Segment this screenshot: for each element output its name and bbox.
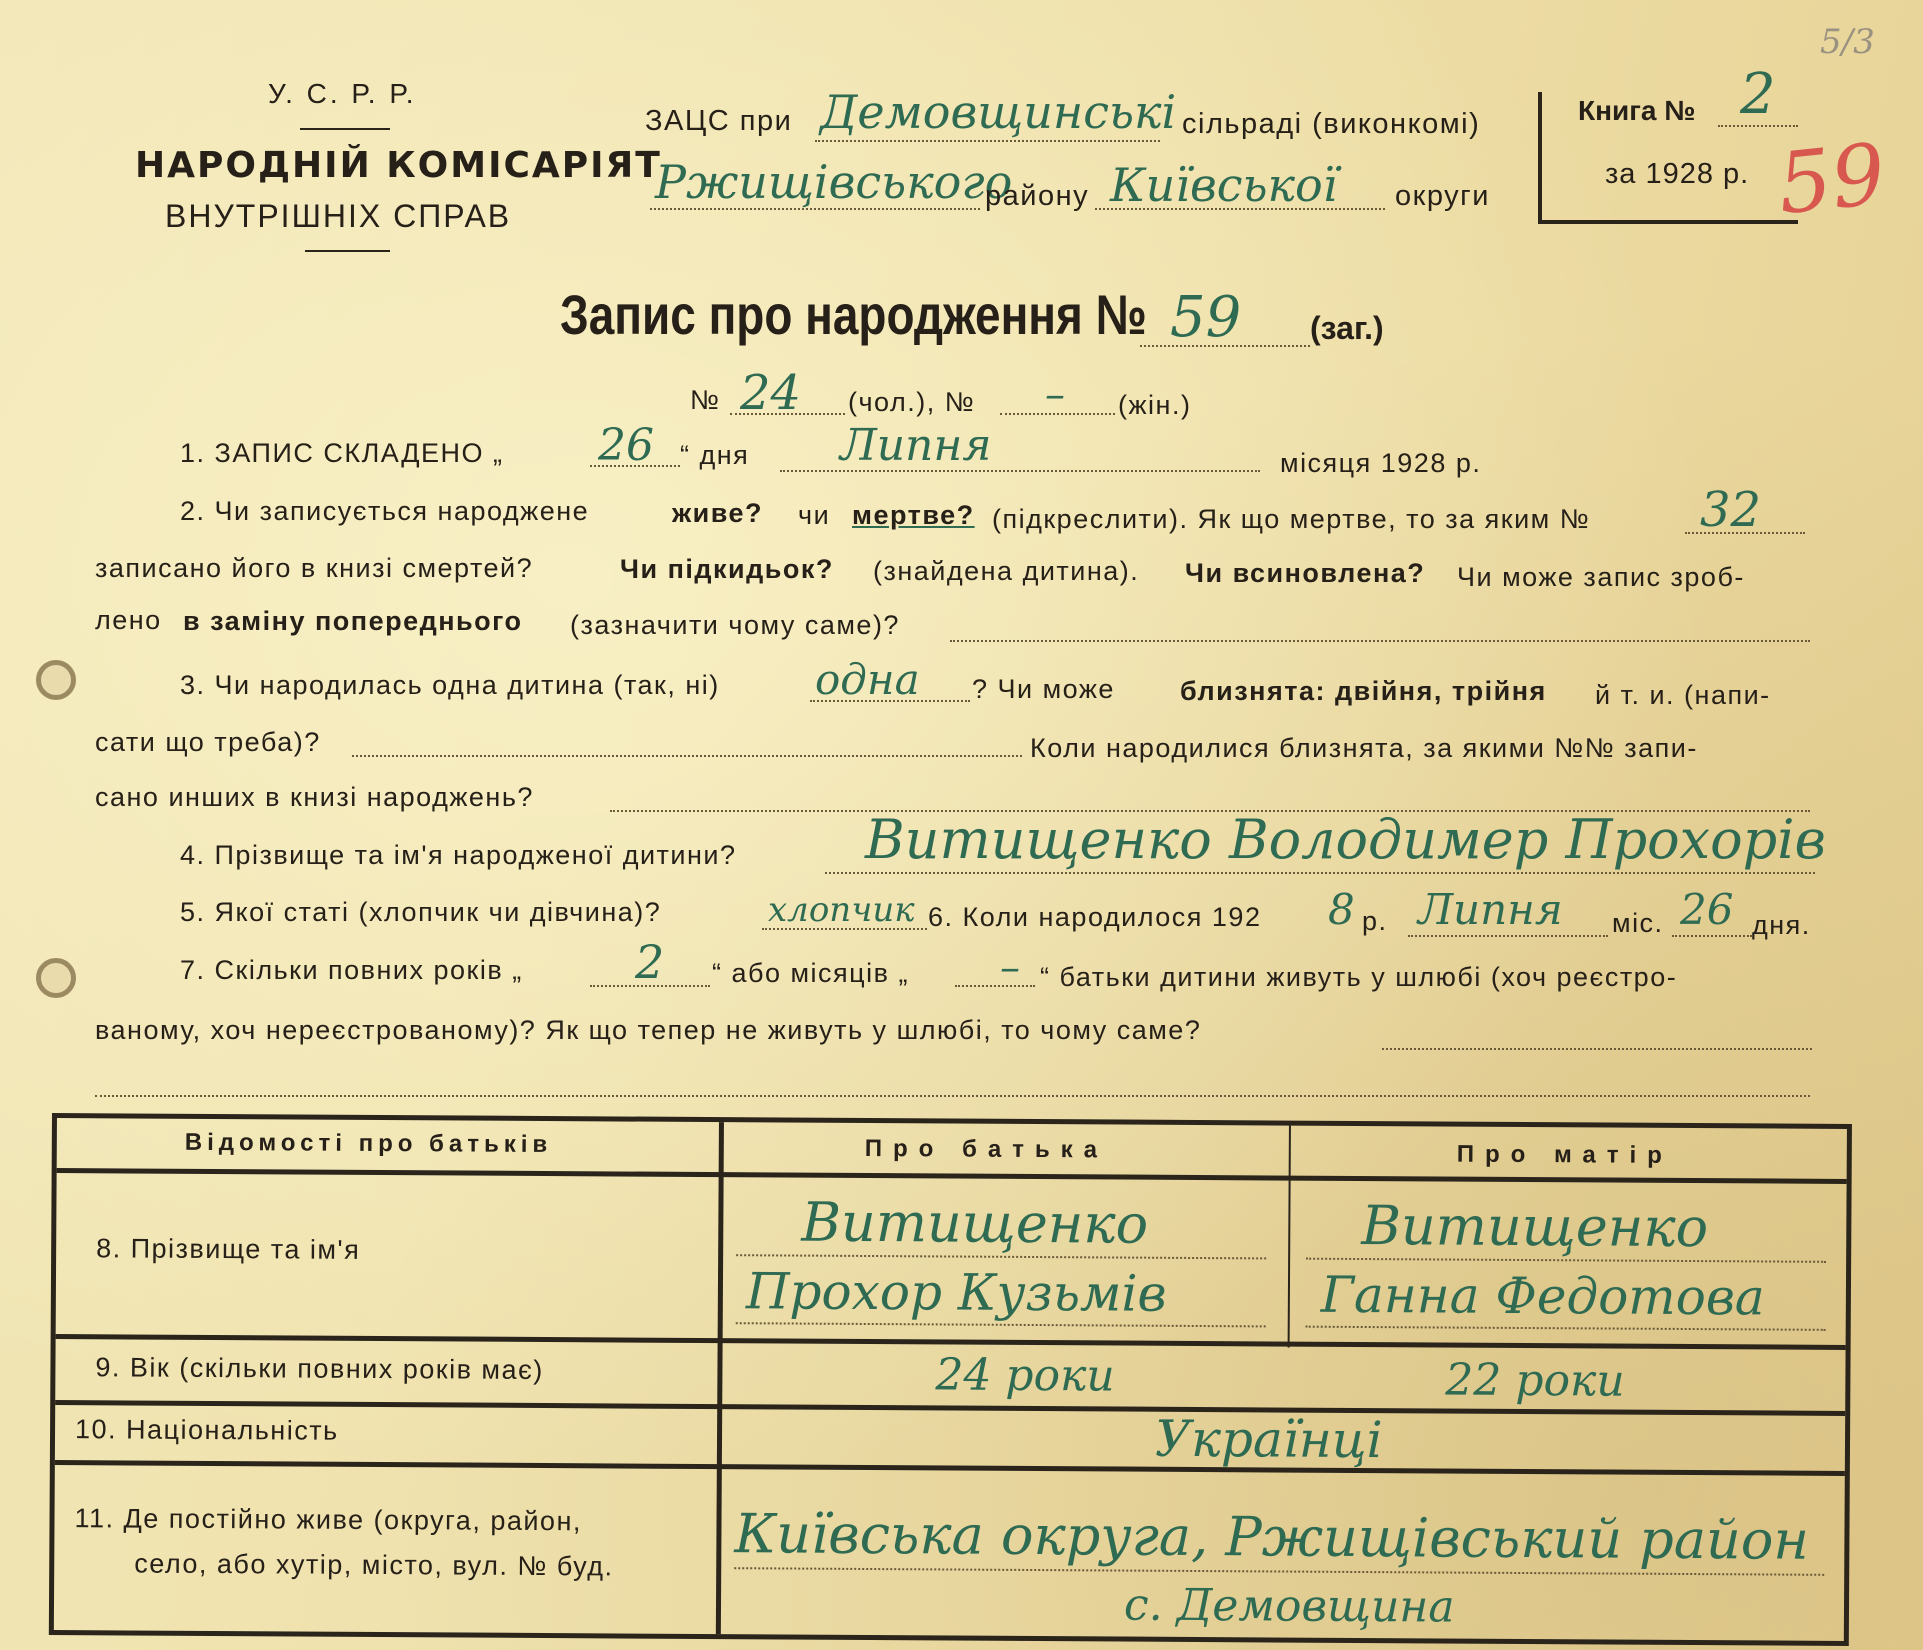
- corner-pencil-note: 5/3: [1820, 22, 1875, 62]
- q4-label: 4. Прізвище та ім'я народженої дитини?: [180, 840, 737, 870]
- table-divider: [716, 1122, 724, 1634]
- q6-label: 6. Коли народилося 192: [928, 902, 1262, 932]
- q2-alive: живе?: [672, 498, 763, 528]
- row-age-label: 9. Вік (скільки повних років має): [95, 1352, 544, 1386]
- q2-replace: в заміну попереднього: [183, 606, 523, 636]
- male-number-suffix: (чол.), №: [848, 387, 976, 417]
- header-divider: [305, 250, 390, 252]
- father-given-name-handwritten: Прохор Кузьмів: [745, 1262, 1167, 1323]
- punch-hole: [36, 958, 76, 998]
- mother-given-name-handwritten: Ганна Федотова: [1320, 1265, 1765, 1327]
- female-number-suffix: (жін.): [1118, 390, 1192, 420]
- archive-number-red: 59: [1773, 124, 1890, 234]
- q2-line1-b: (підкреслити). Як що мертве, то за яким №: [992, 504, 1591, 534]
- q6-day-handwritten: 26: [1680, 885, 1734, 934]
- q6-month-suffix: міс.: [1612, 908, 1664, 938]
- village-handwritten: Демовщинські: [820, 85, 1177, 139]
- q3-line1-c: й т. и. (напи-: [1595, 680, 1771, 710]
- book-box-left: [1538, 92, 1542, 222]
- row-address-label-1: 11. Де постійно живе (округа, район,: [74, 1503, 583, 1537]
- q3-answer-handwritten: одна: [815, 655, 920, 704]
- mother-name-line: [1306, 1258, 1826, 1263]
- q4-answer-line: [825, 872, 1815, 874]
- district-handwritten: Ржищівського: [655, 155, 1013, 209]
- q7-months-line-b: [955, 985, 1035, 987]
- village-suffix: сільраді (виконкомі): [1182, 108, 1481, 140]
- header-father: Про батька: [864, 1134, 1109, 1164]
- okrug-handwritten: Київської: [1110, 158, 1338, 212]
- parents-table: [49, 1113, 1852, 1646]
- father-age-handwritten: 24 роки: [935, 1349, 1115, 1402]
- q1-month-suffix: місяця 1928 р.: [1280, 448, 1482, 478]
- department-label: ВНУТРІШНІХ СПРАВ: [165, 198, 512, 234]
- q3-twins: близнята: двійня, трійня: [1180, 676, 1547, 706]
- q7-months-handwritten: –: [1000, 945, 1020, 991]
- male-number-prefix: №: [690, 385, 721, 415]
- male-number-handwritten: 24: [740, 365, 802, 421]
- q2-line2-b: (знайдена дитина).: [873, 556, 1140, 586]
- punch-hole: [36, 660, 76, 700]
- q1-day-suffix: “ дня: [680, 440, 750, 470]
- commissariat-label: НАРОДНІЙ КОМІСАРІЯТ: [135, 145, 662, 186]
- district-suffix: району: [985, 180, 1090, 212]
- address-handwritten: Київська округа, Ржищівський район: [734, 1502, 1810, 1572]
- q5-answer-handwritten: хлопчик: [768, 890, 915, 930]
- book-number-handwritten: 2: [1740, 62, 1776, 127]
- q7-label-c: “ батьки дитини живуть у шлюбі (хоч реєстро-: [1040, 962, 1678, 992]
- header-parents-info: Відомості про батьків: [184, 1128, 553, 1159]
- row-nationality-label: 10. Національність: [74, 1414, 339, 1446]
- q2-line2-c: Чи може запис зроб-: [1457, 562, 1745, 592]
- q4-answer-handwritten: Витищенко Володимер Прохорів: [865, 808, 1826, 871]
- record-number-handwritten: 59: [1170, 285, 1242, 350]
- father-name-line-2: [736, 1322, 1266, 1327]
- nationality-handwritten: Українці: [1154, 1409, 1383, 1470]
- record-total-suffix: (заг.): [1310, 310, 1384, 346]
- republic-label: У. С. Р. Р.: [268, 78, 417, 109]
- q3-line1-a: 3. Чи народилась одна дитина (так, ні): [180, 670, 720, 700]
- q6-year-digit-handwritten: 8: [1328, 885, 1355, 934]
- father-name-line: [736, 1254, 1266, 1259]
- book-box-bottom: [1538, 220, 1798, 224]
- table-divider: [57, 1168, 1847, 1184]
- q2-death-number-handwritten: 32: [1700, 482, 1762, 538]
- q3-line2-b: Коли народилися близнята, за якими №№ запи-: [1030, 733, 1698, 763]
- q2-adopted: Чи всиновлена?: [1185, 558, 1426, 588]
- q6-year-suffix: р.: [1362, 906, 1388, 936]
- q1-day-handwritten: 26: [598, 420, 654, 471]
- q2-or: чи: [798, 500, 831, 530]
- q2-reason-line: [950, 640, 1810, 642]
- q2-foundling: Чи підкидьок?: [620, 554, 834, 584]
- mother-age-handwritten: 22 роки: [1445, 1354, 1625, 1407]
- row-address-label-2: село, або хутір, місто, вул. № буд.: [134, 1548, 614, 1582]
- q2-line2-a: записано його в книзі смертей?: [95, 553, 534, 583]
- q3-line3-a: сано инших в книзі народжень?: [95, 782, 534, 812]
- table-divider: [55, 1460, 1845, 1476]
- q7-line2: ваному, хоч нереєстрованому)? Як що тепер не живуть у шлюбі, то чому саме?: [95, 1015, 1202, 1045]
- q2-line1-a: 2. Чи записується народжене: [180, 496, 590, 526]
- zags-prefix: ЗАЦС при: [645, 105, 793, 137]
- header-mother: Про матір: [1456, 1140, 1673, 1169]
- q2-line3-b: (зазначити чому саме)?: [570, 610, 900, 640]
- header-divider: [300, 128, 390, 130]
- q6-day-suffix: дня.: [1752, 910, 1811, 940]
- table-divider: [1288, 1126, 1291, 1348]
- village-line: [815, 140, 1160, 142]
- father-surname-handwritten: Витищенко: [801, 1190, 1149, 1256]
- q6-month-line-b: [1408, 935, 1608, 937]
- q6-month-handwritten: Липня: [1418, 885, 1563, 934]
- q5-label: 5. Якої статі (хлопчик чи дівчина)?: [180, 897, 662, 927]
- q7-reason-line: [1382, 1048, 1812, 1050]
- record-title: Запис про народження №: [560, 283, 1147, 346]
- table-divider: [56, 1334, 1846, 1350]
- q1-month-handwritten: Липня: [840, 420, 992, 471]
- q7-years-handwritten: 2: [635, 935, 665, 989]
- q6-day-line: [1672, 935, 1752, 937]
- book-label: Книга №: [1578, 95, 1696, 126]
- q3-twins-line: [352, 755, 1022, 757]
- mother-name-line-2: [1306, 1326, 1826, 1331]
- female-number-handwritten: –: [1045, 372, 1065, 418]
- q1-label: 1. ЗАПИС СКЛАДЕНО „: [180, 438, 504, 468]
- mother-surname-handwritten: Витищенко: [1361, 1194, 1709, 1260]
- q7-label-a: 7. Скільки повних років „: [180, 955, 523, 985]
- address-village-handwritten: с. Демовщина: [1123, 1579, 1455, 1633]
- row-name-label: 8. Прізвище та ім'я: [96, 1233, 361, 1265]
- q3-line1-b: ? Чи може: [972, 674, 1115, 704]
- q3-line2-a: сати що треба)?: [95, 727, 321, 757]
- q2-line3-a: лено: [95, 605, 162, 635]
- q7-label-b: “ або місяців „: [712, 958, 909, 988]
- book-year-label: за 1928 р.: [1605, 158, 1750, 190]
- q7-reason-line-2: [95, 1095, 1810, 1097]
- q2-dead: мертве?: [852, 500, 975, 530]
- okrug-suffix: округи: [1395, 180, 1490, 212]
